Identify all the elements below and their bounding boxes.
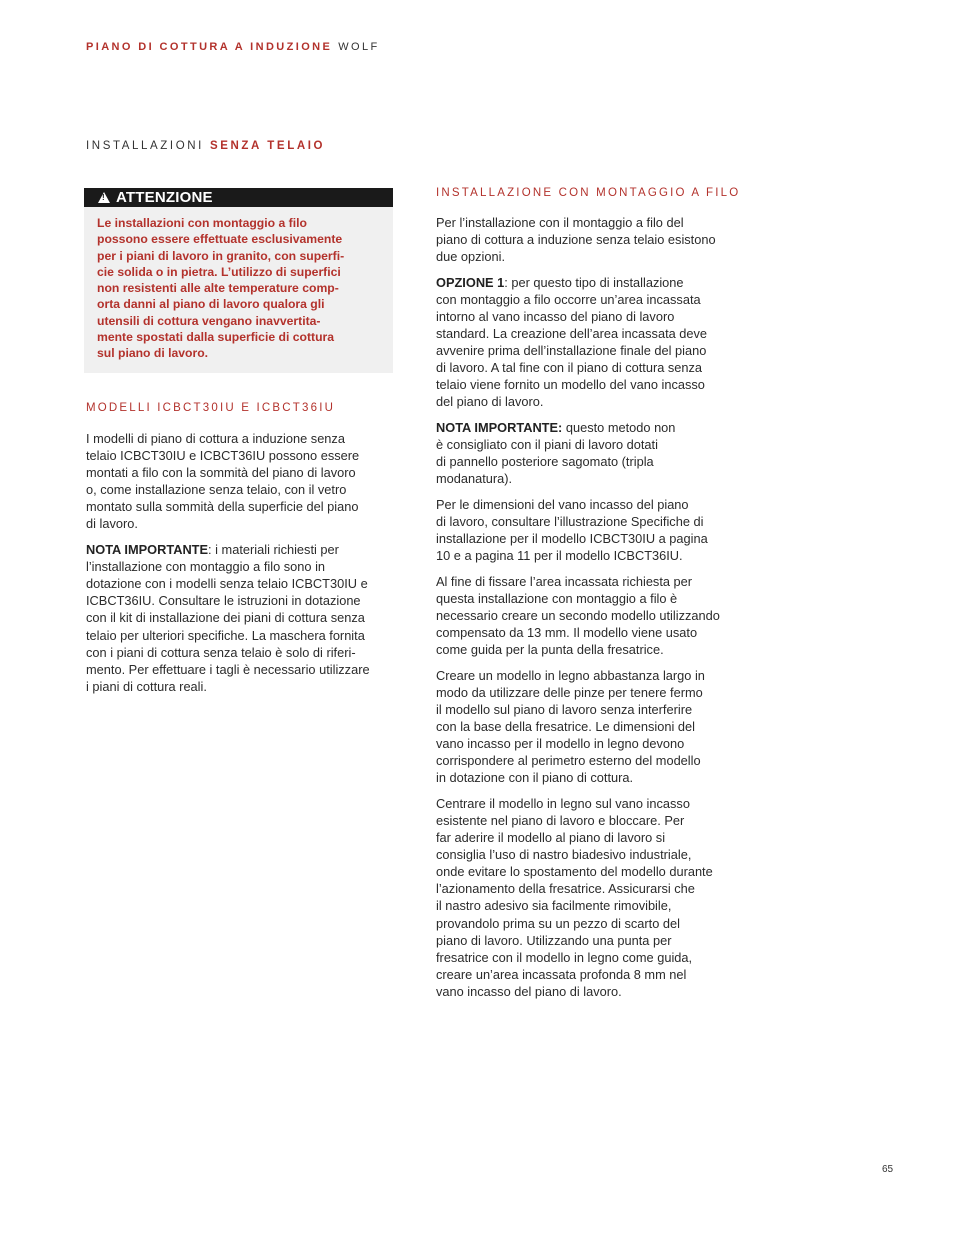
section-title-plain: INSTALLAZIONI — [86, 140, 204, 152]
warning-label: ATTENZIONE — [116, 189, 213, 206]
running-header — [86, 41, 380, 53]
left-paragraph-nota: NOTA IMPORTANTE: i materiali richiesti per l’installazione con montaggio a filo sono in dotazione con i modelli senza telaio ICBCT30IU e ICBCT36IU. Consultare le istruzioni in dotazione con il kit di installazione dei piani di cottura senza telaio per ulteriori specifiche. La maschera fornita con i piani di cottura senza telaio è solo di riferi- mento. Per effettuare i tagli è necessario utilizzare i piani di cottura reali. — [86, 542, 370, 694]
warning-header — [84, 188, 393, 207]
right-paragraph-fissare: Al fine di fissare l’area incassata richiesta per questa installazione con montaggio a filo è necessario creare un secondo modello utilizzando compensato da 13 mm. Il modello viene usato come guida per la punta della fresatrice. — [436, 573, 720, 658]
warning-triangle-icon — [98, 192, 110, 203]
left-subhead: MODELLI ICBCT30IU E ICBCT36IU — [86, 402, 336, 414]
left-nota-label: NOTA IMPORTANTE — [86, 542, 209, 558]
section-title — [86, 140, 325, 152]
header-brand: WOLF — [338, 41, 380, 53]
opzione-label: OPZIONE 1 — [436, 274, 505, 290]
left-paragraph-models: I modelli di piano di cottura a induzione senza telaio ICBCT30IU e ICBCT36IU possono essere montati a filo con la sommità del piano di lavoro o, come installazione senza telaio, con il vetro montato sulla sommità della superficie del piano di lavoro. — [86, 431, 360, 532]
right-paragraph-dimensions: Per le dimensioni del vano incasso del piano di lavoro, consultare l’illustrazione Specifiche di installazione per il modello ICBCT30IU a pagina 10 e a pagina 11 per il modello ICBCT36IU. — [436, 496, 708, 564]
right-subhead: INSTALLAZIONE CON MONTAGGIO A FILO — [436, 187, 741, 199]
header-title: PIANO DI COTTURA A INDUZIONE — [86, 41, 333, 53]
right-paragraph-centrare: Centrare il modello in legno sul vano incasso esistente nel piano di lavoro e bloccare. Per far aderire il modello al piano di lavoro si consiglia l’uso di nastro biadesivo industriale, onde evitare lo spostamento del modello durante l’azionamento della fresatrice. Assicurarsi che il nastro adesivo sia facilmente rimovibile, provandolo prima su un pezzo di scarto del piano di lavoro. Utilizzando una punta per fresatrice con il modello in legno come guida, creare un’area incassata profonda 8 mm nel vano incasso del piano di lavoro. — [436, 795, 713, 999]
right-paragraph-nota: NOTA IMPORTANTE: questo metodo non è consigliato con il piani di lavoro dotati di pannello posteriore sagomato (tripla modanatura). — [436, 420, 676, 487]
right-column — [436, 214, 766, 1009]
page-number: 65 — [882, 1164, 894, 1175]
section-title-red: SENZA TELAIO — [209, 140, 326, 152]
right-paragraph-opzione: OPZIONE 1: per questo tipo di installazione con montaggio a filo occorre un’area incassata intorno al vano incasso del piano di lavoro standard. La creazione dell’area incassata deve avvenire prima dell’installazione finale del piano di lavoro. A tal fine con il piano di cottura senza telaio viene fornito un modello del vano incasso del piano di lavoro. — [436, 274, 708, 410]
right-paragraph-creare: Creare un modello in legno abbastanza largo in modo da utilizzare delle pinze per tenere fermo il modello sul piano di lavoro senza interferire con la base della fresatrice. Le dimensioni del vano incasso per il modello in legno devono corrispondere al perimetro esterno del modello in dotazione con il piano di cottura. — [436, 667, 705, 786]
right-nota-label: NOTA IMPORTANTE: — [436, 420, 563, 436]
right-paragraph-intro: Per l’installazione con il montaggio a filo del piano di cottura a induzione senza telaio esistono due opzioni. — [436, 215, 716, 265]
left-column — [86, 430, 411, 703]
warning-box — [84, 188, 393, 373]
warning-text: Le installazioni con montaggio a filo possono essere effettuate esclusivamente per i piani di lavoro in granito, con superfi- cie solida o in pietra. L’utilizzo di superfici non resistenti alle alte temperature comp- orta danni al piano di lavoro qualora gli utensili di cottura vengano inavvertita- mente spostati dalla superficie di cottura sul piano di lavoro. — [97, 216, 345, 361]
